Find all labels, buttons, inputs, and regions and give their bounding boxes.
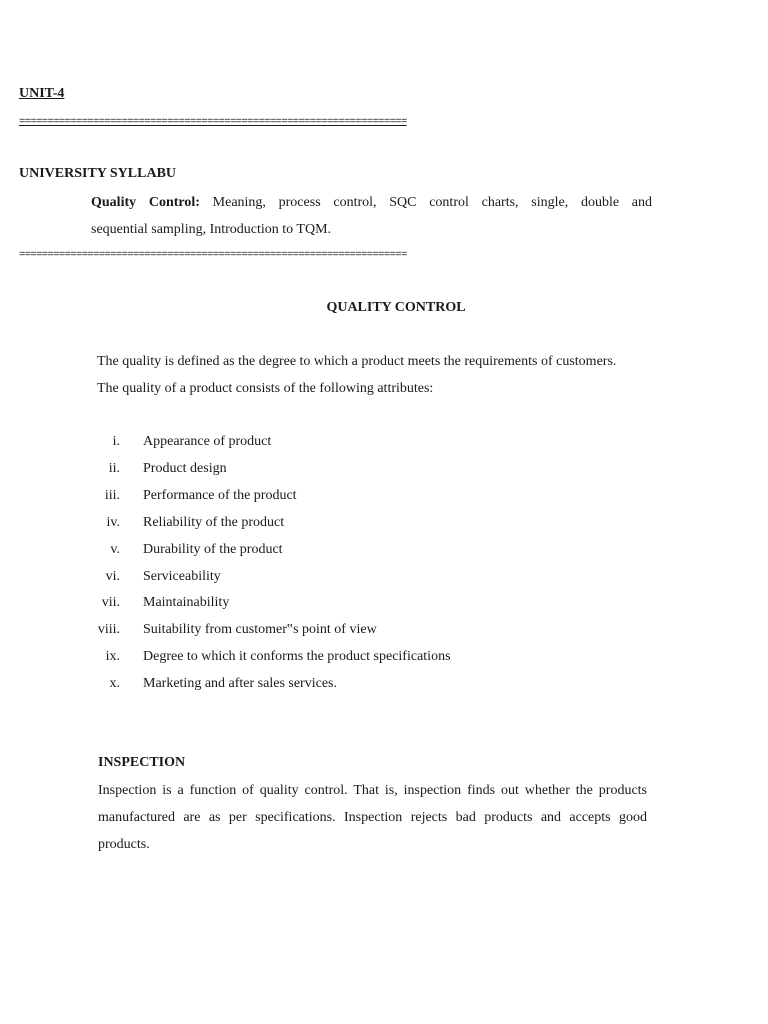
list-item-number: ix. (105, 649, 120, 665)
list-item-number: viii. (97, 622, 120, 638)
list-item-number: iv. (106, 514, 120, 530)
list-item-number: vi. (105, 568, 120, 584)
list-item (90, 590, 451, 617)
inspection-heading: INSPECTION (98, 755, 186, 770)
list-item-text: Degree to which it conforms the product specifications (143, 649, 451, 665)
attribute-list (90, 429, 451, 698)
intro-line-2: The quality of a product consists of the following attributes: (97, 381, 434, 396)
intro-paragraph (97, 348, 657, 402)
list-item-number: vii. (101, 595, 120, 611)
list-item (90, 483, 451, 510)
list-item-text: Serviceability (143, 568, 221, 584)
list-item-text: Performance of the product (143, 487, 297, 503)
separator-line-top: ==================================================================== (19, 116, 407, 128)
list-item-text: Marketing and after sales services. (143, 676, 337, 692)
list-item (90, 537, 451, 564)
list-item (90, 671, 451, 698)
list-item-number: i. (112, 434, 120, 449)
list-item-number: x. (109, 676, 120, 692)
list-item-number: iii. (104, 487, 120, 503)
list-item (90, 564, 451, 591)
list-item (90, 644, 451, 671)
list-item-text: Durability of the product (143, 541, 283, 557)
list-item-text: Suitability from customer‟s point of view (143, 622, 377, 638)
syllabus-line-1-rest: Meaning, process control, SQC control charts, single, double and (199, 195, 652, 210)
syllabus-label: Quality Control: (91, 195, 200, 210)
list-item (90, 617, 451, 644)
inspection-paragraph: Inspection is a function of quality control. That is, inspection finds out whether the products manufactured are as per specifications. Inspection rejects bad products and accepts good products. (98, 783, 647, 852)
list-item-text: Appearance of product (143, 434, 272, 449)
list-item (90, 510, 451, 537)
list-item-number: v. (110, 541, 120, 557)
list-item-text: Maintainability (143, 595, 230, 611)
list-item (90, 456, 451, 483)
list-item-text: Reliability of the product (143, 514, 285, 530)
syllabus-text (91, 189, 652, 243)
syllabus-heading: UNIVERSITY SYLLABU (19, 166, 177, 181)
intro-line-1: The quality is defined as the degree to which a product meets the requirements of customers. (97, 354, 617, 369)
list-item (90, 429, 451, 456)
syllabus-line-2: sequential sampling, Introduction to TQM. (91, 222, 332, 237)
unit-title: UNIT-4 (19, 86, 65, 101)
list-item-text: Product design (143, 460, 227, 476)
syllabus-line-1 (91, 189, 652, 216)
list-item-number: ii. (108, 460, 120, 476)
separator-line-bottom: ==================================================================== (19, 249, 407, 261)
section-title: QUALITY CONTROL (326, 300, 466, 315)
